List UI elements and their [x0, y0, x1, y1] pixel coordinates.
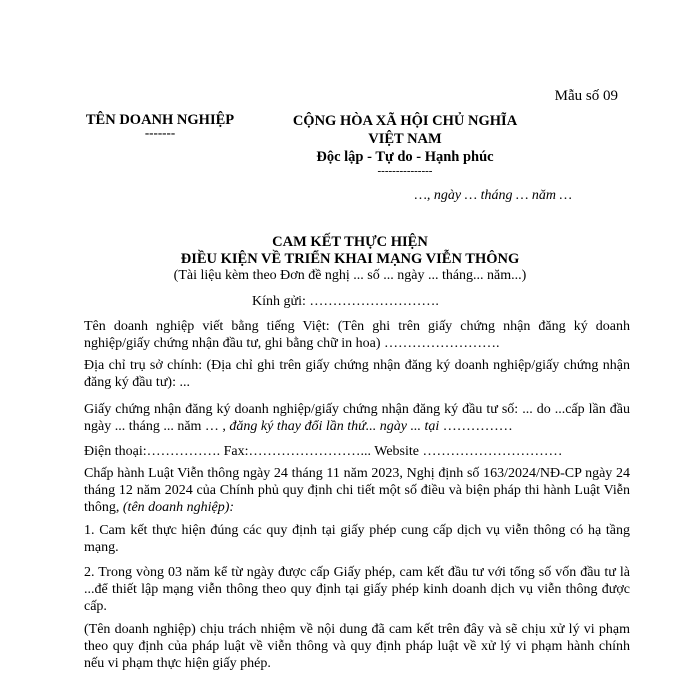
company-name-hint: (tên doanh nghiệp): [119, 500, 235, 515]
address-paragraph: Địa chỉ trụ sở chính: (Địa chỉ ghi trên giấy chứng nhận đăng ký doanh nghiệp/giấy chứng nhận đăng ký đầu tư): ... [84, 358, 630, 390]
company-header [60, 112, 260, 138]
company-name-placeholder: TÊN DOANH NGHIỆP [85, 112, 235, 128]
registration-text: Giấy chứng nhận đăng ký doanh nghiệp/giấy chứng nhận đăng ký đầu tư số: ... do ...cấp lần đầu ngày ... tháng ... năm … , [84, 402, 630, 434]
registration-paragraph [84, 401, 630, 435]
contact-paragraph: Điện thoại:……………. Fax:……………………... Website ………………………… [84, 444, 563, 459]
national-motto: Độc lập - Tự do - Hạnh phúc [316, 149, 494, 165]
responsibility-paragraph: (Tên doanh nghiệp) chịu trách nhiệm về nội dung đã cam kết trên đây và sẽ chịu xử lý vi phạm theo quy định của pháp luật về viễn thông và quy định pháp luật về xử lý vi phạm hành chính nếu vi phạm thực hiện giấy phép. [84, 622, 630, 671]
registration-end: …………… [439, 419, 513, 434]
company-name-paragraph: Tên doanh nghiệp viết bằng tiếng Việt: (Tên ghi trên giấy chứng nhận đăng ký doanh nghiệp/giấy chứng nhận đầu tư, ghi bằng chữ in hoa) ……………………. [84, 319, 630, 351]
date-line: …, ngày … tháng … năm … [414, 188, 572, 203]
attachment-note: (Tài liệu kèm theo Đơn đề nghị ... số ... ngày ... tháng... năm...) [173, 268, 527, 283]
national-header [280, 112, 530, 176]
recipient-line: Kính gửi: ………………………. [252, 294, 439, 309]
document-title-line1: CAM KẾT THỰC HIỆN [272, 234, 428, 250]
legal-basis-text: Chấp hành Luật Viễn thông ngày 24 tháng 11 năm 2023, Nghị định số 163/2024/NĐ-CP ngày 24 tháng 12 năm 2024 của Chính phủ quy định chi tiết một số điều và biện pháp thi hành Luật Viễn thông, [84, 466, 630, 515]
company-underline: ------- [144, 125, 176, 140]
motto-underline: --------------- [377, 165, 433, 177]
form-number: Mẫu số 09 [554, 88, 618, 104]
document-title-line2: ĐIỀU KIỆN VỀ TRIỂN KHAI MẠNG VIỄN THÔNG [180, 251, 520, 267]
commitment-item-1: 1. Cam kết thực hiện đúng các quy định tại giấy phép cung cấp dịch vụ viễn thông có hạ tầng mạng. [84, 523, 630, 555]
registration-change-text: đăng ký thay đổi lần thứ... ngày ... tại [225, 419, 440, 434]
national-title: CỘNG HÒA XÃ HỘI CHỦ NGHĨA VIỆT NAM [292, 113, 518, 147]
commitment-item-2: 2. Trong vòng 03 năm kể từ ngày được cấp Giấy phép, cam kết đầu tư với tổng số vốn đầu tư là ...để thiết lập mạng viễn thông theo quy định tại giấy phép kinh doanh dịch vụ viễn thông được cấp. [84, 565, 630, 614]
legal-basis-paragraph [84, 465, 630, 516]
